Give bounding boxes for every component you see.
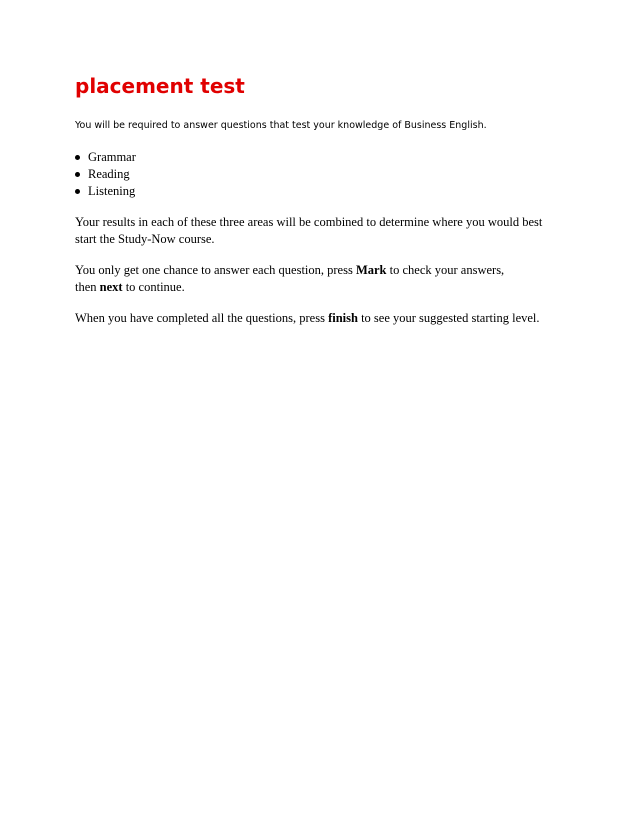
bullet-icon — [75, 172, 80, 177]
completion-text: When you have completed all the questions, press — [75, 311, 329, 325]
skill-label: Reading — [88, 167, 130, 181]
intro-text: You will be required to answer questions that test your knowledge of Business English. — [75, 120, 487, 131]
instructions-text: to continue. — [122, 280, 185, 294]
bullet-icon — [75, 155, 80, 160]
skill-label: Listening — [88, 184, 136, 198]
completion-text: to see your suggested starting level. — [357, 311, 540, 325]
next-keyword: next — [99, 280, 123, 294]
completion-paragraph — [75, 310, 575, 327]
results-paragraph — [75, 214, 575, 248]
list-item — [75, 149, 575, 166]
list-item — [75, 183, 575, 200]
skill-label: Grammar — [88, 150, 136, 164]
page-title: placement test — [75, 74, 245, 98]
results-line-2: start the Study-Now course. — [75, 232, 215, 246]
instructions-paragraph — [75, 262, 575, 296]
instructions-text: You only get one chance to answer each question, press — [75, 263, 356, 277]
instructions-text: then — [75, 280, 100, 294]
instructions-text: to check your answers, — [386, 263, 505, 277]
mark-keyword: Mark — [355, 263, 387, 277]
skills-list — [75, 149, 575, 200]
results-line-1: Your results in each of these three areas will be combined to determine where you would best — [75, 215, 543, 229]
finish-keyword: finish — [328, 311, 358, 325]
bullet-icon — [75, 189, 80, 194]
document-page — [75, 72, 575, 327]
list-item — [75, 166, 575, 183]
